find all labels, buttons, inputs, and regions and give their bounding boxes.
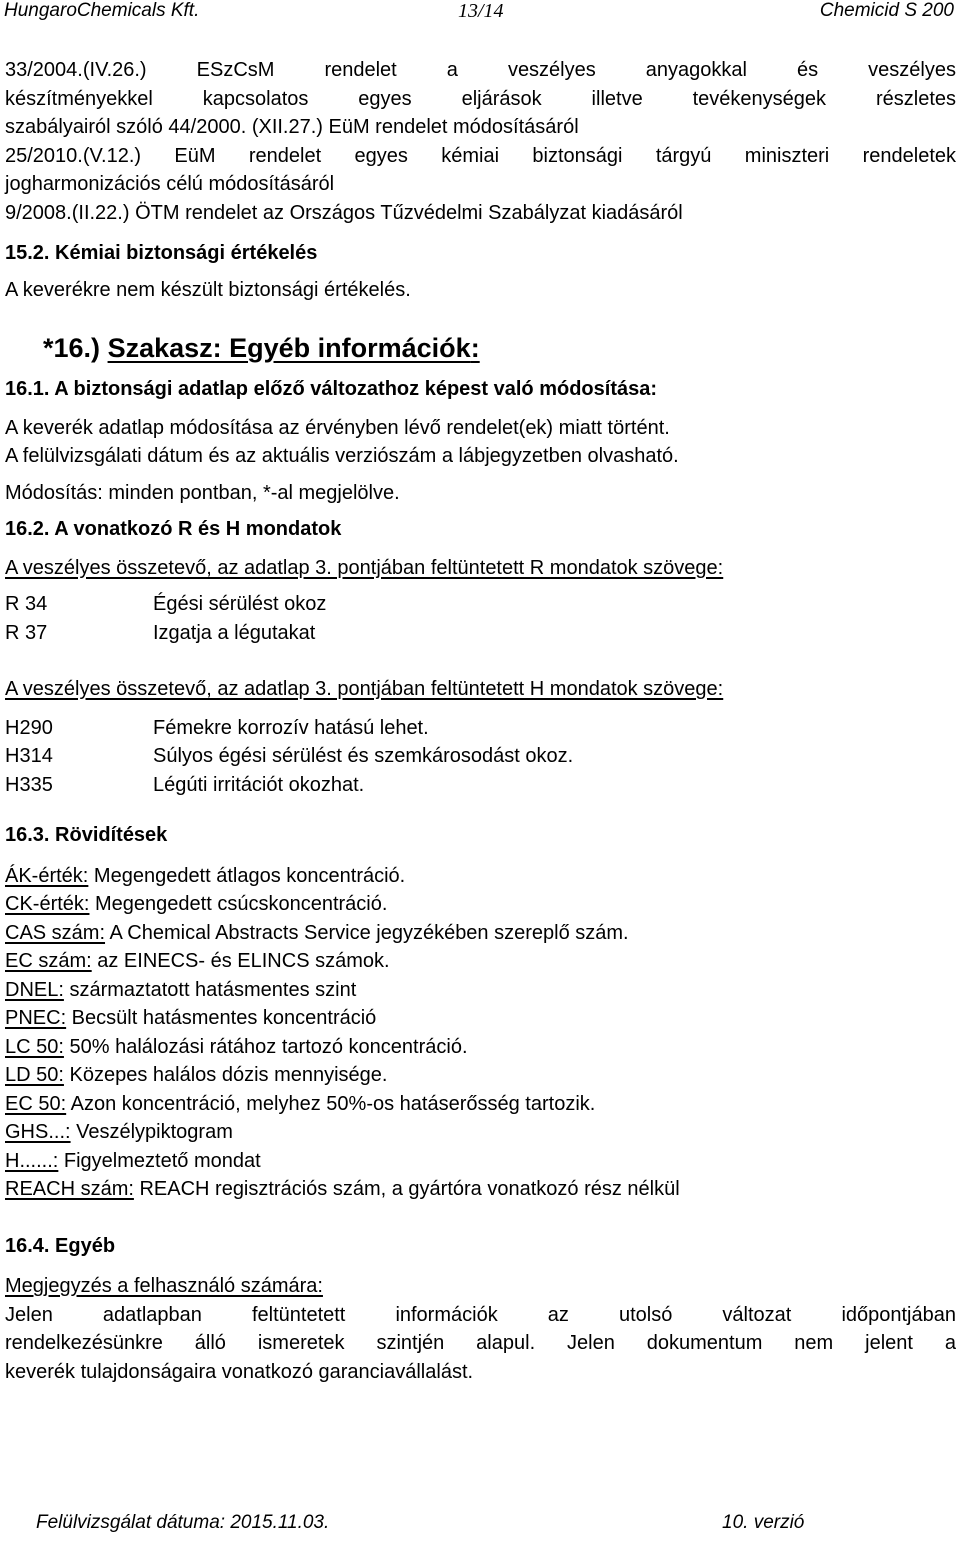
header-page-number: 13/14 (458, 0, 504, 22)
section-16-number: *16.) (43, 333, 101, 363)
h-phrase-row (5, 742, 956, 771)
abbreviations-list (5, 862, 956, 1204)
abbreviation-term: PNEC: (5, 1007, 67, 1029)
h-phrases-list (5, 714, 956, 800)
r-phrase-row (5, 590, 956, 619)
abbreviation-term: EC 50: (5, 1092, 67, 1115)
section-16-1-line: Módosítás: minden pontban, *-al megjelölve. (5, 481, 400, 504)
r-phrase-row (5, 619, 956, 648)
regulation-1-line: 33/2004.(IV.26.) ESzCsM rendelet a veszélyes anyagokkal és veszélyes (5, 59, 956, 81)
abbreviation-definition: 50% halálozási rátához tartozó koncentráció. (63, 1035, 468, 1058)
header-product-name: Chemicid S 200 (819, 0, 954, 21)
r-phrase-code: R 37 (5, 621, 48, 644)
abbreviation-term: ÁK-érték: (5, 864, 89, 887)
abbreviation-item (5, 1175, 956, 1204)
abbreviation-item (5, 1147, 956, 1176)
user-note-text (5, 1301, 956, 1387)
footer-review-date: Felülvizsgálat dátuma: 2015.11.03. (36, 1512, 330, 1533)
abbreviation-definition: Megengedett átlagos koncentráció. (88, 864, 406, 887)
abbreviation-definition: Becsült hatásmentes koncentráció (66, 1007, 377, 1029)
r-phrases-list (5, 590, 956, 647)
section-16-colon: : (470, 333, 480, 363)
regulation-2-line: jogharmonizációs célú módosításáról (5, 173, 335, 195)
section-16-2-heading: 16.2. A vonatkozó R és H mondatok (5, 518, 342, 540)
h-phrases-intro: A veszélyes összetevő, az adatlap 3. pontjában feltüntetett H mondatok szövege: (5, 678, 724, 700)
page-footer (36, 1512, 936, 1534)
section-16-4-heading: 16.4. Egyéb (5, 1234, 116, 1257)
abbreviation-term: LD 50: (5, 1064, 64, 1086)
section-15-2-text: A keverékre nem készült biztonsági értékelés. (5, 278, 411, 301)
regulation-2 (5, 142, 956, 199)
abbreviation-term: REACH szám: (5, 1178, 134, 1200)
regulation-1-line: szabályairól szóló 44/2000. (XII.27.) EüM rendelet módosításáról (5, 116, 579, 138)
abbreviation-term: CAS szám: (5, 921, 106, 944)
h-phrase-text: Légúti irritációt okozhat. (153, 773, 365, 796)
section-16-1-line: A keverék adatlap módosítása az érvényben lévő rendelet(ek) miatt történt. (5, 416, 670, 439)
abbreviation-definition: Közepes halálos dózis mennyisége. (63, 1064, 388, 1086)
h-phrase-text: Súlyos égési sérülést és szemkárosodást okoz. (153, 745, 574, 767)
regulation-1 (5, 56, 956, 142)
footer-version: 10. verzió (722, 1512, 805, 1533)
abbreviation-definition: Azon koncentráció, melyhez 50%-os hatáserősség tartozik. (66, 1092, 596, 1115)
abbreviation-definition: Figyelmeztető mondat (58, 1149, 261, 1172)
abbreviation-term: GHS...: (5, 1121, 71, 1143)
abbreviation-definition: származtatott hatásmentes szint (63, 978, 357, 1001)
r-phrase-text: Égési sérülést okoz (153, 593, 327, 615)
abbreviation-term: LC 50: (5, 1035, 64, 1058)
user-note-line: Jelen adatlapban feltüntetett információk az utolsó változat időpontjában (5, 1303, 956, 1326)
regulation-3: 9/2008.(II.22.) ÖTM rendelet az Országos Tűzvédelmi Szabályzat kiadásáról (5, 201, 683, 224)
abbreviation-definition: REACH regisztrációs szám, a gyártóra vonatkozó rész nélkül (133, 1178, 680, 1200)
user-note-label: Megjegyzés a felhasználó számára: (5, 1275, 323, 1297)
regulation-2-line: 25/2010.(V.12.) EüM rendelet egyes kémiai biztonsági tárgyú miniszteri rendeletek (5, 144, 956, 167)
abbreviation-definition: Megengedett csúcskoncentráció. (89, 893, 388, 915)
abbreviation-item (5, 862, 956, 891)
user-note-line: rendelkezésünkre álló ismeretek szintjén alapul. Jelen dokumentum nem jelent a (5, 1332, 956, 1354)
r-phrase-text: Izgatja a légutakat (153, 621, 316, 644)
abbreviation-item (5, 1004, 956, 1033)
abbreviation-term: CK-érték: (5, 893, 90, 915)
section-16-1-heading: 16.1. A biztonsági adatlap előző változathoz képest való módosítása: (5, 378, 658, 400)
h-phrase-code: H335 (5, 773, 53, 796)
abbreviation-term: DNEL: (5, 978, 64, 1001)
user-note-line: keverék tulajdonságaira vonatkozó garanciavállalást. (5, 1360, 474, 1383)
h-phrase-text: Fémekre korrozív hatású lehet. (153, 716, 429, 739)
section-16-title (43, 331, 956, 365)
h-phrase-code: H314 (5, 745, 53, 767)
abbreviation-item (5, 1033, 956, 1062)
abbreviation-item (5, 947, 956, 976)
page-header (0, 0, 960, 26)
r-phrases-intro: A veszélyes összetevő, az adatlap 3. pontjában feltüntetett R mondatok szövege: (5, 556, 724, 579)
section-16-name: Szakasz: Egyéb információk (107, 333, 471, 363)
h-phrase-row (5, 714, 956, 743)
abbreviation-term: EC szám: (5, 950, 92, 972)
section-16-3-heading: 16.3. Rövidítések (5, 824, 168, 846)
abbreviation-term: H......: (5, 1149, 59, 1172)
abbreviation-item (5, 976, 956, 1005)
r-phrase-code: R 34 (5, 593, 48, 615)
header-company: HungaroChemicals Kft. (4, 0, 200, 21)
abbreviation-item (5, 1090, 956, 1119)
abbreviation-item (5, 919, 956, 948)
abbreviation-item (5, 1118, 956, 1147)
h-phrase-code: H290 (5, 716, 53, 739)
abbreviation-item (5, 890, 956, 919)
section-15-2-heading: 15.2. Kémiai biztonsági értékelés (5, 242, 318, 264)
section-16-1-line: A felülvizsgálati dátum és az aktuális verziószám a lábjegyzetben olvasható. (5, 445, 679, 467)
regulation-1-line: készítményekkel kapcsolatos egyes eljárások illetve tevékenységek részletes (5, 87, 956, 110)
abbreviation-definition: Veszélypiktogram (70, 1121, 233, 1143)
abbreviation-definition: az EINECS- és ELINCS számok. (91, 950, 390, 972)
document-body (5, 56, 956, 1386)
abbreviation-definition: A Chemical Abstracts Service jegyzékében szereplő szám. (105, 921, 629, 944)
h-phrase-row (5, 771, 956, 800)
abbreviation-item (5, 1061, 956, 1090)
